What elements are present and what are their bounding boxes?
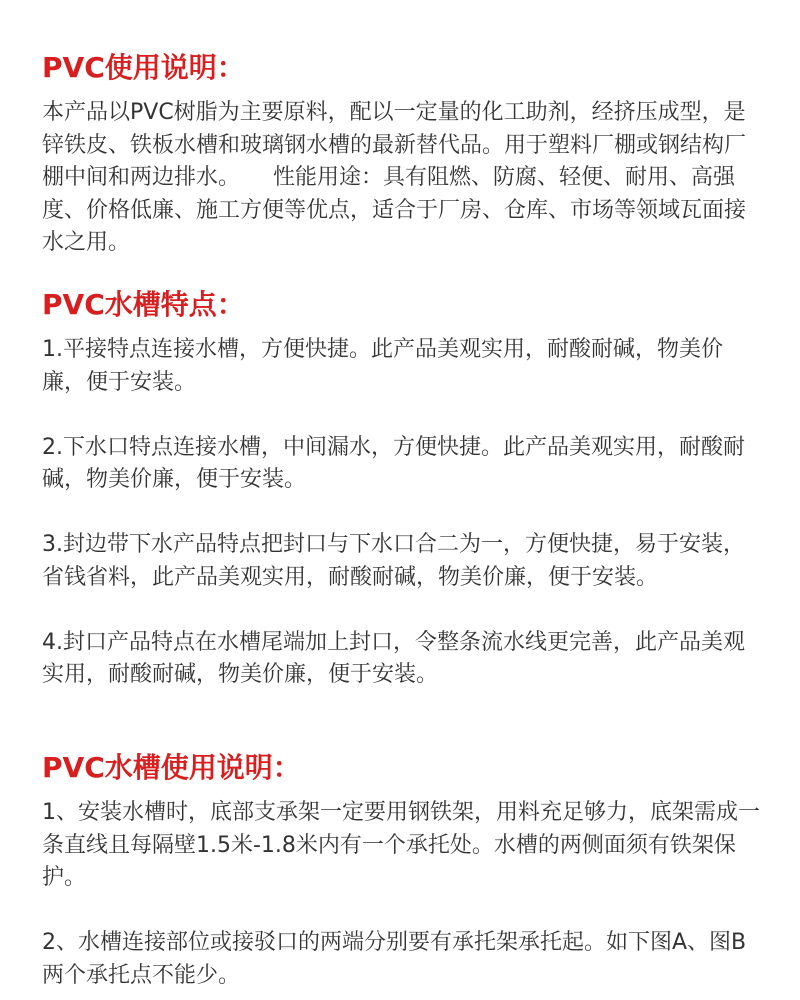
paragraph: 3.封边带下水产品特点把封口与下水口合二为一，方便快捷，易于安装，省钱省料，此产品美观实用，耐酸耐碱，物美价廉，便于安装。	[42, 532, 745, 590]
section-pvc-usage	[42, 50, 762, 260]
paragraph: 2、水槽连接部位或接驳口的两端分别要有承托架承托起。如下图A、图B两个承托点不能少。	[42, 930, 747, 988]
paragraph: 2.下水口特点连接水槽，中间漏水，方便快捷。此产品美观实用，耐酸耐碱，物美价廉，便于安装。	[42, 434, 745, 492]
section-heading: PVC使用说明：	[42, 51, 245, 84]
paragraph: 本产品以PVC树脂为主要原料，配以一定量的化工助剂，经挤压成型，是锌铁皮、铁板水槽和玻璃钢水槽的最新替代品。用于塑料厂棚或钢结构厂棚中间和两边排水。 性能用途：具有阻燃、防腐、轻便、耐用、高强度、价格低廉、施工方便等优点，适合于厂房、仓库、市场等领域瓦面接水之用。	[42, 100, 747, 255]
section-heading: PVC水槽特点：	[42, 288, 245, 321]
section-body	[42, 97, 762, 260]
section-heading: PVC水槽使用说明：	[42, 751, 301, 784]
section-body	[42, 334, 762, 692]
section-body	[42, 797, 762, 992]
paragraph: 1、安装水槽时，底部支承架一定要用钢铁架，用料充足够力，底架需成一条直线且每隔壁1.5米-1.8米内有一个承托处。水槽的两侧面须有铁架保护。	[42, 800, 760, 890]
paragraph: 4.封口产品特点在水槽尾端加上封口，令整条流水线更完善，此产品美观实用，耐酸耐碱，物美价廉，便于安装。	[42, 629, 745, 687]
section-pvc-gutter-installation	[42, 750, 762, 992]
section-pvc-gutter-features	[42, 287, 762, 692]
paragraph: 1.平接特点连接水槽，方便快捷。此产品美观实用，耐酸耐碱，物美价廉，便于安装。	[42, 337, 723, 395]
